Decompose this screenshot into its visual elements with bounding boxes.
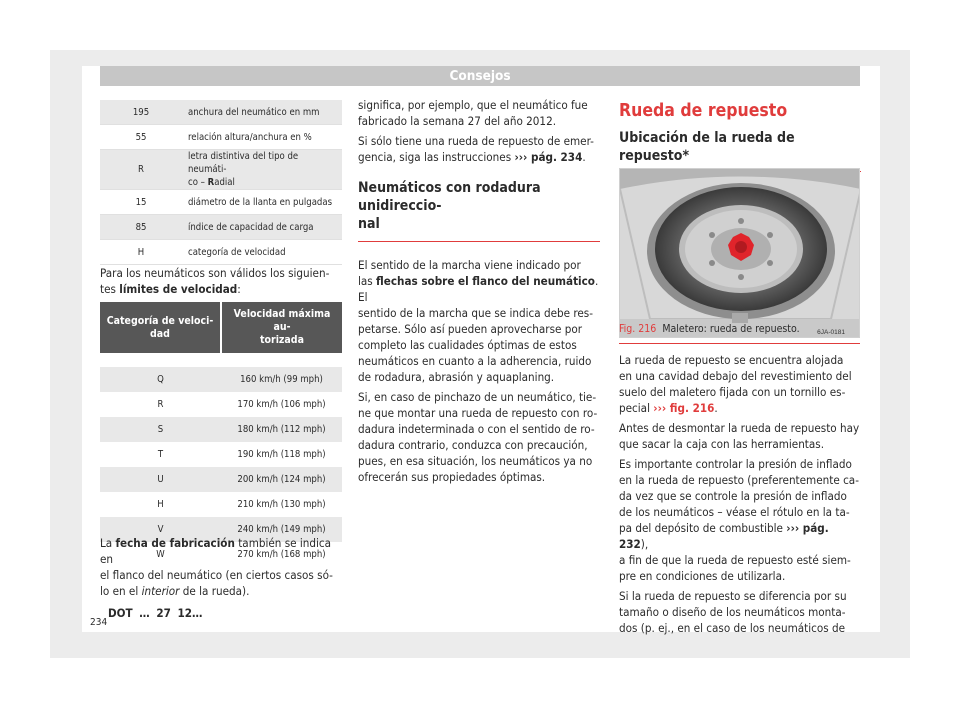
cell: 210 km/h (130 mph) bbox=[221, 492, 342, 517]
speed-table bbox=[100, 302, 342, 567]
column-header: Categoría de veloci- dad bbox=[100, 302, 221, 353]
column-3-body bbox=[619, 352, 861, 636]
page-reference-link[interactable]: ››› pág. 232 bbox=[619, 521, 829, 551]
column-2 bbox=[358, 97, 600, 485]
figure-caption bbox=[619, 321, 861, 337]
cell: 160 km/h (99 mph) bbox=[221, 367, 342, 392]
table-row bbox=[100, 240, 342, 265]
table-row bbox=[100, 467, 342, 492]
text-run: . bbox=[714, 401, 718, 415]
text-line: pre en condiciones de utilizarla. bbox=[619, 569, 786, 583]
code-desc: índice de capacidad de carga bbox=[182, 215, 342, 240]
text-line: suelo del maletero fijada con un tornillo es- bbox=[619, 385, 846, 399]
text-line: de rodadura, abrasión y aquaplaning. bbox=[358, 370, 555, 384]
table-row bbox=[100, 100, 342, 125]
section-heading bbox=[358, 179, 600, 242]
text-line: de los neumáticos – véase el rótulo en la ta- bbox=[619, 505, 850, 519]
text-line: fabricado la semana 27 del año 2012. bbox=[358, 114, 557, 128]
speed-intro-line2 bbox=[100, 281, 342, 297]
text-line: que sacar la caja con las herramientas. bbox=[619, 437, 825, 451]
table-row bbox=[100, 392, 342, 417]
text-line: el flanco del neumático (en ciertos casos só- bbox=[100, 568, 333, 582]
table-row bbox=[100, 190, 342, 215]
code-key: 55 bbox=[100, 125, 182, 150]
cell: 190 km/h (118 mph) bbox=[221, 442, 342, 467]
text-line: en una cavidad debajo del revestimiento del bbox=[619, 369, 852, 383]
manufacture-date-paragraph bbox=[100, 535, 342, 621]
cell: S bbox=[100, 417, 221, 442]
text-line: en la rueda de repuesto (preferentemente ca- bbox=[619, 473, 859, 487]
caption-rule bbox=[619, 343, 860, 344]
text-run: las bbox=[358, 274, 377, 288]
cell: W bbox=[100, 542, 221, 567]
text-line: Si la rueda de repuesto se diferencia por su bbox=[619, 589, 847, 603]
page-reference-link[interactable]: ››› pág. 234 bbox=[514, 150, 583, 164]
subsection-title: Ubicación de la rueda de repuesto* bbox=[619, 130, 795, 164]
text-line: Antes de desmontar la rueda de repuesto hay bbox=[619, 421, 860, 435]
text-line: sentido de la marcha que se indica debe res- bbox=[358, 306, 594, 320]
heading-line: Neumáticos con rodadura unidireccio- bbox=[358, 180, 541, 214]
table-row bbox=[100, 150, 342, 190]
text-line: dadura contrario, conduzca con precaución, bbox=[358, 438, 588, 452]
text-line: Si sólo tiene una rueda de repuesto de emer- bbox=[358, 134, 594, 148]
code-key: 15 bbox=[100, 190, 182, 215]
text-line: da vez que se controle la presión de inflado bbox=[619, 489, 847, 503]
table-header-row bbox=[100, 302, 342, 353]
section-title: Rueda de repuesto bbox=[619, 101, 788, 121]
code-desc: relación altura/anchura en % bbox=[182, 125, 342, 150]
caption-text bbox=[619, 321, 861, 337]
code-desc-line2-end: adial bbox=[214, 177, 235, 188]
text-line: tamaño o diseño de los neumáticos monta- bbox=[619, 605, 846, 619]
text-line: completo las cualidades óptimas de estos bbox=[358, 338, 577, 352]
code-key: 85 bbox=[100, 215, 182, 240]
cell: T bbox=[100, 442, 221, 467]
tire-code-table bbox=[100, 100, 342, 265]
code-desc bbox=[182, 150, 342, 190]
cell: V bbox=[100, 517, 221, 542]
table-row bbox=[100, 492, 342, 517]
text-run: . El bbox=[358, 274, 599, 304]
code-key: R bbox=[100, 150, 182, 190]
cell: 270 km/h (168 mph) bbox=[221, 542, 342, 567]
text-run: pa del depósito de combustible bbox=[619, 521, 787, 535]
code-desc-line2: co – bbox=[188, 177, 208, 188]
section-header: Consejos bbox=[100, 66, 860, 86]
table-row bbox=[100, 125, 342, 150]
text-run: de la rueda). bbox=[179, 584, 250, 598]
text-run: también se indica en bbox=[100, 536, 332, 566]
spare-wheel-illustration bbox=[620, 169, 860, 338]
cell: 240 km/h (149 mph) bbox=[221, 517, 342, 542]
text-run: pecial bbox=[619, 401, 654, 415]
figure-label: Fig. 216 bbox=[619, 323, 657, 335]
text-bold: fecha de fabricación bbox=[115, 536, 235, 550]
text-bold: flechas sobre el flanco del neumático bbox=[376, 274, 595, 288]
text-line bbox=[358, 149, 600, 165]
code-key: 195 bbox=[100, 100, 182, 125]
text-line: dos (p. ej., en el caso de los neumáticos de bbox=[619, 621, 846, 635]
text-line bbox=[619, 400, 861, 416]
text-line: petarse. Sólo así pueden aprovecharse por bbox=[358, 322, 583, 336]
code-desc: diámetro de la llanta en pulgadas bbox=[182, 190, 342, 215]
text-line: dadura indeterminada o con el sentido de ro- bbox=[358, 422, 595, 436]
text-run: . bbox=[582, 150, 586, 164]
text-line: a fin de que la rueda de repuesto esté siem- bbox=[619, 553, 851, 567]
text-line bbox=[619, 520, 861, 552]
text-line: ofrecerán sus propiedades óptimas. bbox=[358, 470, 546, 484]
text-line: El sentido de la marcha viene indicado por bbox=[358, 258, 581, 272]
text-line bbox=[100, 535, 342, 567]
code-desc: anchura del neumático en mm bbox=[182, 100, 342, 125]
text-line: Es importante controlar la presión de inflado bbox=[619, 457, 852, 471]
text-line: neumáticos en cuanto a la adherencia, ruido bbox=[358, 354, 592, 368]
page-number: 234 bbox=[90, 617, 108, 628]
cell: 200 km/h (124 mph) bbox=[221, 467, 342, 492]
cell: 180 km/h (112 mph) bbox=[221, 417, 342, 442]
code-desc-line1: letra distintiva del tipo de neumáti- bbox=[188, 151, 299, 175]
caption-desc: Maletero: rueda de repuesto. bbox=[662, 323, 800, 335]
figure-code: 6JA-0181 bbox=[817, 329, 845, 336]
text-bold: límites de velocidad bbox=[119, 282, 238, 296]
text-run: : bbox=[237, 282, 241, 296]
text-line: significa, por ejemplo, que el neumático fue bbox=[358, 98, 588, 112]
column-3-headings bbox=[619, 101, 861, 172]
tire-code-table-wrap bbox=[100, 100, 342, 265]
code-key: H bbox=[100, 240, 182, 265]
cell: R bbox=[100, 392, 221, 417]
cell: H bbox=[100, 492, 221, 517]
text-run: tes bbox=[100, 282, 120, 296]
table-spacer bbox=[100, 353, 342, 367]
text-run: ), bbox=[640, 537, 649, 551]
heading-line: nal bbox=[358, 216, 380, 232]
table-row bbox=[100, 367, 342, 392]
text-run: La bbox=[100, 536, 116, 550]
text-line bbox=[100, 583, 342, 599]
speed-intro bbox=[100, 265, 342, 297]
text-run: gencia, siga las instrucciones bbox=[358, 150, 515, 164]
cell: Q bbox=[100, 367, 221, 392]
text-line bbox=[358, 273, 600, 305]
table-row bbox=[100, 442, 342, 467]
table-row bbox=[100, 215, 342, 240]
figure-reference-link[interactable]: ››› fig. 216 bbox=[653, 401, 715, 415]
text-line: pues, en esa situación, los neumáticos ya no bbox=[358, 454, 593, 468]
cell: U bbox=[100, 467, 221, 492]
text-line: ne que montar una rueda de repuesto con ro- bbox=[358, 406, 598, 420]
figure-spare-wheel bbox=[619, 168, 860, 338]
speed-table-wrap bbox=[100, 302, 342, 567]
text-line: La rueda de repuesto se encuentra alojada bbox=[619, 353, 844, 367]
column-header: Velocidad máxima au- torizada bbox=[221, 302, 342, 353]
dot-code: DOT … 27 12… bbox=[108, 606, 203, 620]
subsection-heading bbox=[619, 129, 861, 172]
code-desc: categoría de velocidad bbox=[182, 240, 342, 265]
table-row bbox=[100, 417, 342, 442]
speed-intro-line1: Para los neumáticos son válidos los siguien- bbox=[100, 266, 330, 280]
cell: 170 km/h (106 mph) bbox=[221, 392, 342, 417]
text-italic: interior bbox=[141, 584, 180, 598]
text-run: lo en el bbox=[100, 584, 142, 598]
text-line: Si, en caso de pinchazo de un neumático, tie- bbox=[358, 390, 597, 404]
code-desc-bold: R bbox=[207, 177, 215, 188]
